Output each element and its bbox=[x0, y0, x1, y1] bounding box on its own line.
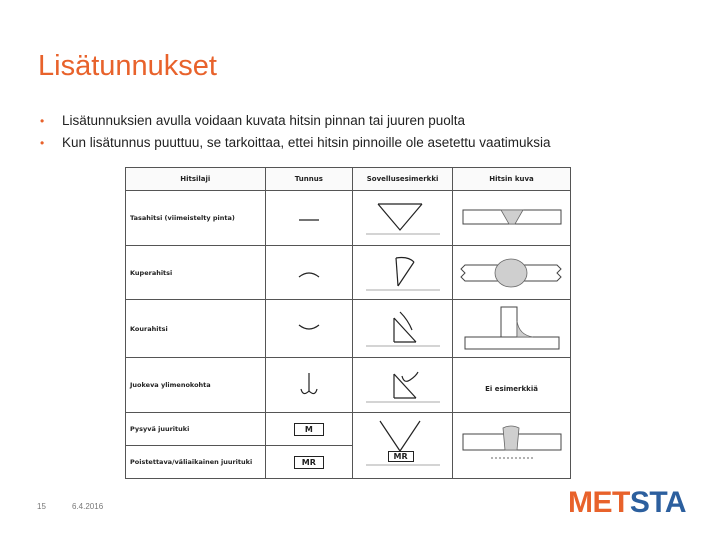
row-weld-type: Juokeva ylimenokohta bbox=[126, 358, 266, 413]
convex-application-icon bbox=[358, 252, 448, 294]
flat-weld-section-icon bbox=[457, 198, 567, 238]
removable-backing-symbol bbox=[294, 456, 324, 469]
fillet-weld-section-icon bbox=[457, 303, 567, 355]
logo-part-sta: STA bbox=[629, 486, 687, 519]
no-example-label: Ei esimerkkiä bbox=[485, 384, 538, 393]
convex-symbol-icon bbox=[289, 263, 329, 283]
v-weld-backing-application-icon bbox=[358, 417, 448, 475]
bullet-item bbox=[40, 110, 551, 132]
bullet-dot-icon: • bbox=[40, 114, 45, 128]
weld-symbol-table bbox=[125, 167, 571, 478]
table-row bbox=[126, 191, 571, 246]
row-weld-type: Pysyvä juurituki bbox=[126, 413, 266, 446]
bullet-text: Lisätunnuksien avulla voidaan kuvata hitsin pinnan tai juuren puolta bbox=[62, 113, 466, 128]
header-picture: Hitsin kuva bbox=[453, 168, 571, 191]
table-row bbox=[126, 358, 571, 413]
convex-weld-section-icon bbox=[457, 251, 567, 295]
symbol-text: M bbox=[304, 424, 313, 434]
row-weld-type: Poistettava/väliaikainen juurituki bbox=[126, 446, 266, 479]
slide-title: Lisätunnukset bbox=[38, 50, 217, 82]
metsta-logo bbox=[568, 486, 686, 520]
row-weld-type: Kuperahitsi bbox=[126, 246, 266, 300]
concave-fillet-application-icon bbox=[358, 306, 448, 352]
table-row bbox=[126, 413, 571, 446]
concave-symbol-icon bbox=[289, 319, 329, 339]
bullet-text: Kun lisätunnus puuttuu, se tarkoittaa, ettei hitsin pinnoille ole asetettu vaatimuksia bbox=[62, 135, 551, 150]
bullet-list bbox=[40, 110, 551, 154]
removable-backing-box bbox=[388, 451, 414, 462]
backing-weld-section-icon bbox=[457, 420, 567, 472]
header-weld-type: Hitsilaji bbox=[126, 168, 266, 191]
permanent-backing-symbol bbox=[294, 423, 324, 436]
row-weld-type: Kourahitsi bbox=[126, 300, 266, 358]
smooth-toe-symbol-icon bbox=[289, 369, 329, 401]
header-symbol: Tunnus bbox=[265, 168, 353, 191]
slide-date: 6.4.2016 bbox=[72, 502, 104, 511]
logo-part-met: MET bbox=[568, 486, 630, 519]
row-weld-type: Tasahitsi (viimeistelty pinta) bbox=[126, 191, 266, 246]
page-number: 15 bbox=[37, 502, 46, 511]
header-application: Sovellusesimerkki bbox=[353, 168, 453, 191]
symbol-text: MR bbox=[301, 457, 316, 467]
flat-symbol-icon bbox=[289, 208, 329, 228]
table-row bbox=[126, 246, 571, 300]
v-weld-flat-application-icon bbox=[358, 198, 448, 238]
table-row bbox=[126, 300, 571, 358]
backing-application-figure bbox=[358, 417, 448, 475]
bullet-item bbox=[40, 132, 551, 154]
smooth-toe-application-icon bbox=[358, 362, 448, 408]
table-header-row bbox=[126, 168, 571, 191]
application-text: MR bbox=[393, 451, 408, 461]
bullet-dot-icon: • bbox=[40, 136, 45, 150]
